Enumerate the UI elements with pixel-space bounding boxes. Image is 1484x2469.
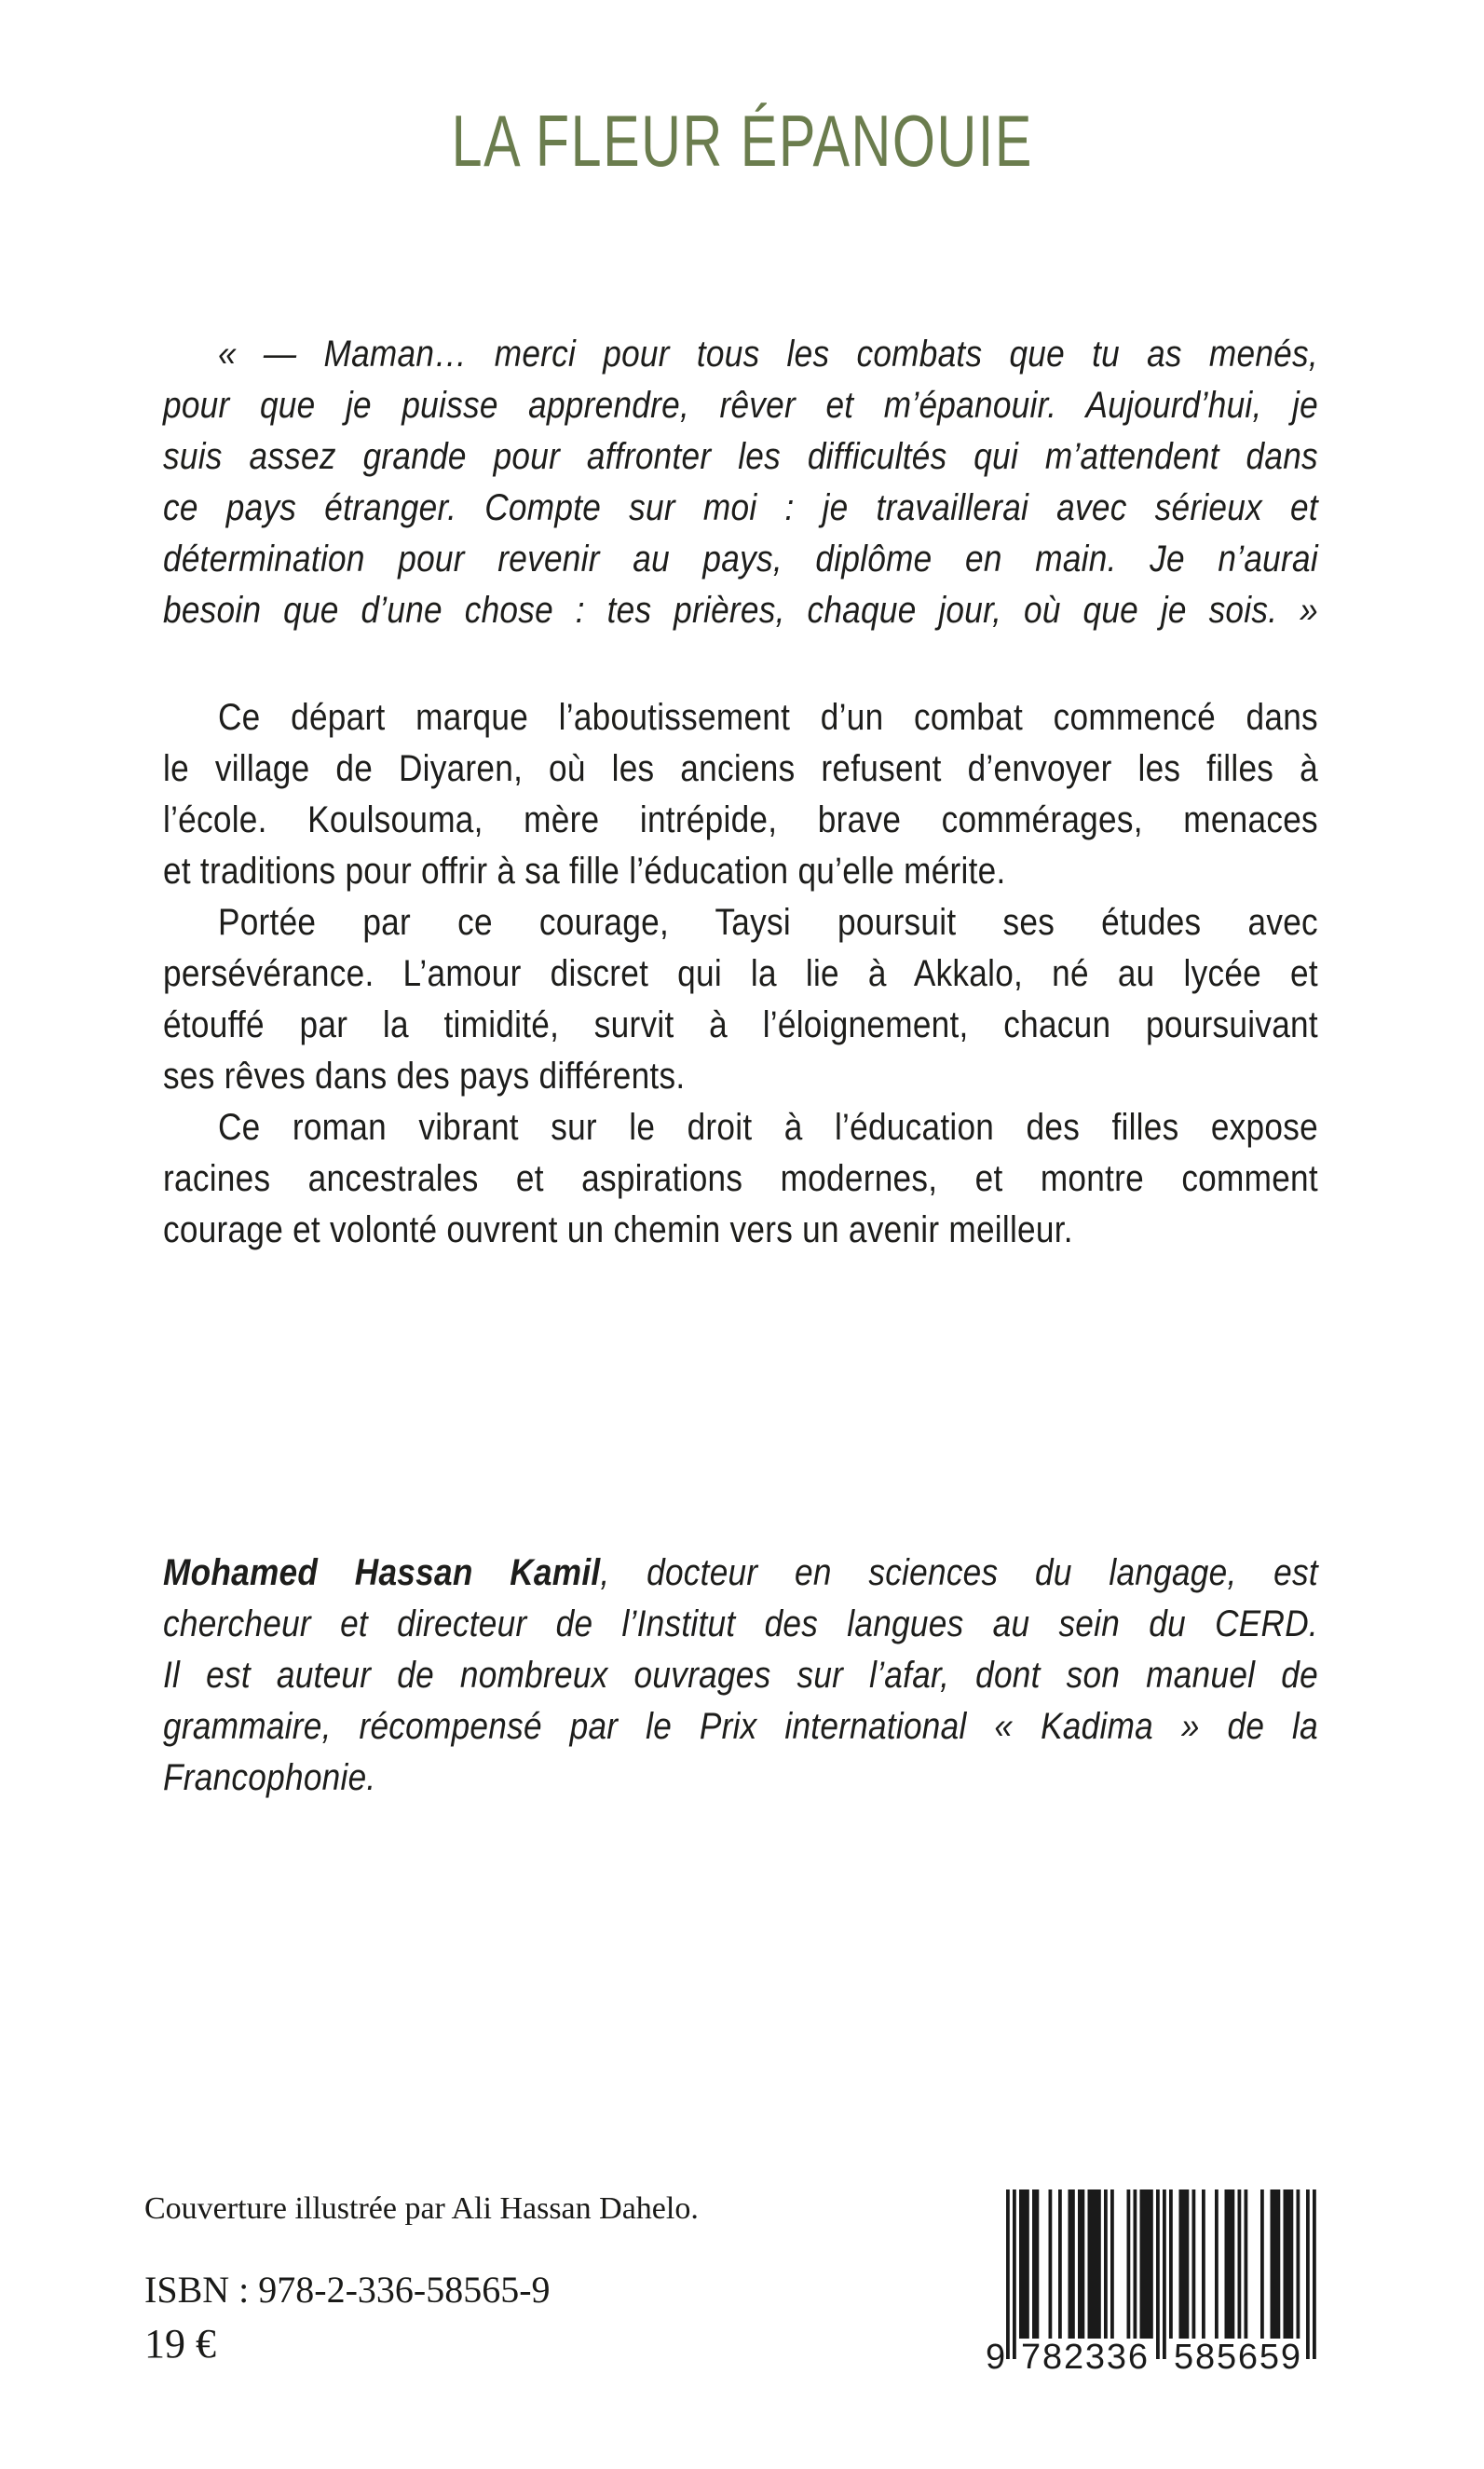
barcode-digit-group: 782336 [1021, 2338, 1148, 2372]
synopsis-paragraph-2 [163, 897, 1318, 1102]
barcode-digit-group: 585659 [1174, 2338, 1300, 2372]
synopsis-line: persévérance. L’amour discret qui la lie à Akkalo, né au lycée et [163, 953, 1318, 994]
price-label: 19 € [144, 2321, 216, 2367]
quote-line: détermination pour revenir au pays, diplôme en main. Je n’aurai [163, 539, 1318, 580]
synopsis-line: l’école. Koulsouma, mère intrépide, brave commérages, menaces [163, 799, 1318, 840]
synopsis-line: Ce départ marque l’aboutissement d’un combat commencé dans [217, 697, 1318, 738]
bio-line [163, 1548, 1318, 1599]
synopsis-line: racines ancestrales et aspirations modernes, et montre comment [163, 1158, 1318, 1199]
bio-line-text: , docteur en sciences du langage, est [600, 1552, 1318, 1593]
synopsis-line: et traditions pour offrir à sa fille l’éducation qu’elle mérite. [163, 851, 1006, 892]
quote-line: pour que je puisse apprendre, rêver et m’épanouir. Aujourd’hui, je [163, 385, 1318, 426]
bio-line: grammaire, récompensé par le Prix international « Kadima » de la [163, 1706, 1318, 1747]
isbn-line: ISBN : 978-2-336-58565-9 [144, 2269, 551, 2311]
quote-line: « — Maman… merci pour tous les combats que tu as menés, [217, 334, 1318, 375]
synopsis-line: Ce roman vibrant sur le droit à l’éducation des filles expose [217, 1107, 1318, 1148]
quote-block [163, 329, 1318, 636]
synopsis-paragraph-3 [163, 1102, 1318, 1256]
book-back-cover [0, 100, 1484, 2372]
bio-line: chercheur et directeur de l’Institut des langues au sein du CERD. [163, 1603, 1318, 1644]
ean13-barcode [978, 2189, 1332, 2372]
bio-line: Il est auteur de nombreux ouvrages sur l’afar, dont son manuel de [163, 1655, 1318, 1696]
barcode-digit-group: 9 [986, 2338, 1006, 2372]
synopsis-line: ses rêves dans des pays différents. [163, 1056, 686, 1097]
cover-credit-line: Couverture illustrée par Ali Hassan Dahelo. [144, 2191, 699, 2226]
quote-line: suis assez grande pour affronter les difficultés qui m’attendent dans [163, 436, 1318, 477]
book-title [0, 100, 1484, 182]
synopsis-block [163, 692, 1318, 1256]
book-title-text: LA FLEUR ÉPANOUIE [451, 100, 1033, 182]
synopsis-line: courage et volonté ouvrent un chemin vers un avenir meilleur. [163, 1209, 1073, 1250]
synopsis-paragraph-1 [163, 692, 1318, 897]
author-bio-block [163, 1548, 1318, 1804]
synopsis-line: le village de Diyaren, où les anciens refusent d’envoyer les filles à [163, 748, 1318, 789]
quote-line: ce pays étranger. Compte sur moi : je travaillerai avec sérieux et [163, 487, 1318, 528]
author-name: Mohamed Hassan Kamil [163, 1552, 601, 1593]
quote-line: besoin que d’une chose : tes prières, chaque jour, où que je sois. » [163, 590, 1318, 631]
synopsis-line: Portée par ce courage, Taysi poursuit ses études avec [217, 902, 1318, 943]
back-cover-text [163, 329, 1318, 1804]
barcode-bars [978, 2189, 1332, 2372]
bio-line: Francophonie. [163, 1757, 376, 1798]
synopsis-line: étouffé par la timidité, survit à l’éloignement, chacun poursuivant [163, 1004, 1318, 1045]
